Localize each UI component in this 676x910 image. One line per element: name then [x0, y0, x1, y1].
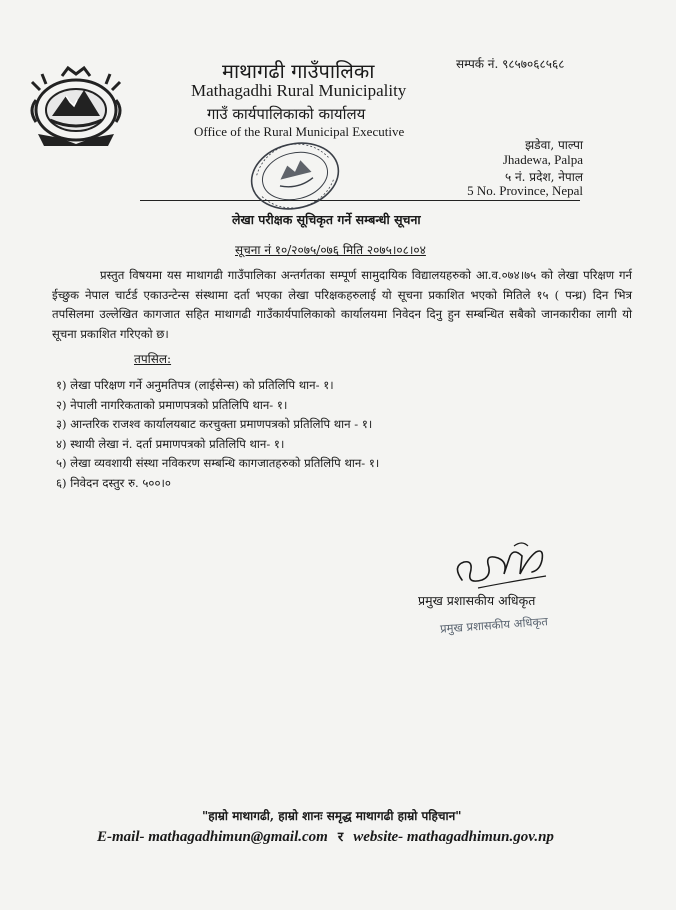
- footer-website: website- mathagadhimun.gov.np: [353, 829, 554, 845]
- details-label: तपसिल:: [134, 352, 172, 366]
- required-documents-list: [56, 376, 379, 494]
- list-item: ५) लेखा व्यवशायी संस्था नविकरण सम्बन्धि कागजातहरुको प्रतिलिपि थान- १।: [56, 456, 380, 471]
- footer-separator: र: [337, 830, 344, 845]
- org-name-nepali: माथागढी गाउँपालिका: [222, 59, 375, 83]
- list-item: ४) स्थायी लेखा नं. दर्ता प्रमाणपत्रको प्रतिलिपि थान- १।: [56, 436, 285, 451]
- signature-icon: [448, 536, 558, 596]
- list-item: १) लेखा परिक्षण गर्ने अनुमतिपत्र (लाईसेन्स) को प्रतिलिपि थान- १।: [56, 378, 334, 392]
- address-english-line-2: 5 No. Province, Nepal: [467, 183, 583, 198]
- office-name-english: Office of the Rural Municipal Executive: [194, 124, 405, 139]
- address-english-line-1: Jhadewa, Palpa: [502, 152, 583, 167]
- municipality-logo-icon: [22, 60, 130, 152]
- footer-email: E-mail- mathagadhimun@gmail.com: [97, 829, 328, 845]
- footer-contact-line: [97, 827, 554, 846]
- notice-body-text: प्रस्तुत विषयमा यस माथागढी गाउँपालिका अन्तर्गतका सम्पूर्ण सामुदायिक विद्यालयहरुको आ.व.०७४।७५ को लेखा परिक्षण गर्न ईच्छुक नेपाल चार्टर्ड एकाउन्टेन्स संस्थामा दर्ता भएका लेखा परिक्षकहरुलाई यो सूचना प्रकाशित भएको मितिले १५ ( पन्ध्र) दिन भित्र तपसिलमा उल्लेखित कागजात सहित माथागढी गाउँकार्यपालिकाको कार्यालयमा निवेदन दिनु हुन सम्बन्धित सबैको जानकारीका लागी यो सूचना प्रकाशित गरिएको छ।: [52, 268, 632, 341]
- office-seal-icon: [240, 136, 350, 216]
- contact-number: सम्पर्क नं. ९८५७०६८५६८: [456, 57, 565, 71]
- list-item: २) नेपाली नागरिकताको प्रमाणपत्रको प्रतिलिपि थान- १।: [56, 397, 288, 412]
- list-item: ६) निवेदन दस्तुर रु. ५००।०: [56, 475, 171, 490]
- org-name-english: Mathagadhi Rural Municipality: [191, 81, 407, 100]
- signatory-title: प्रमुख प्रशासकीय अधिकृत: [418, 593, 536, 608]
- footer-motto: "हाम्रो माथागढी, हाम्रो शानः समृद्ध माथागढी हाम्रो पहिचान": [202, 809, 462, 823]
- notice-body: [52, 266, 632, 344]
- signatory-stamp: प्रमुख प्रशासकीय अधिकृत: [439, 614, 549, 636]
- address-nepali-line-2: ५ नं. प्रदेश, नेपाल: [504, 170, 583, 184]
- office-name-nepali: गाउँ कार्यपालिकाको कार्यालय: [207, 105, 366, 123]
- notice-number-date: सूचना नं १०/२०७५/०७६ मिति २०७५।०८।०४: [235, 243, 426, 257]
- notice-subject: लेखा परीक्षक सूचिकृत गर्ने सम्बन्धी सूचना: [232, 212, 421, 227]
- header-divider: [140, 200, 580, 201]
- list-item: ३) आन्तरिक राजश्व कार्यालयबाट करचुक्ता प्रमाणपत्रको प्रतिलिपि थान - १।: [56, 417, 373, 432]
- address-nepali-line-1: झडेवा, पाल्पा: [525, 138, 583, 152]
